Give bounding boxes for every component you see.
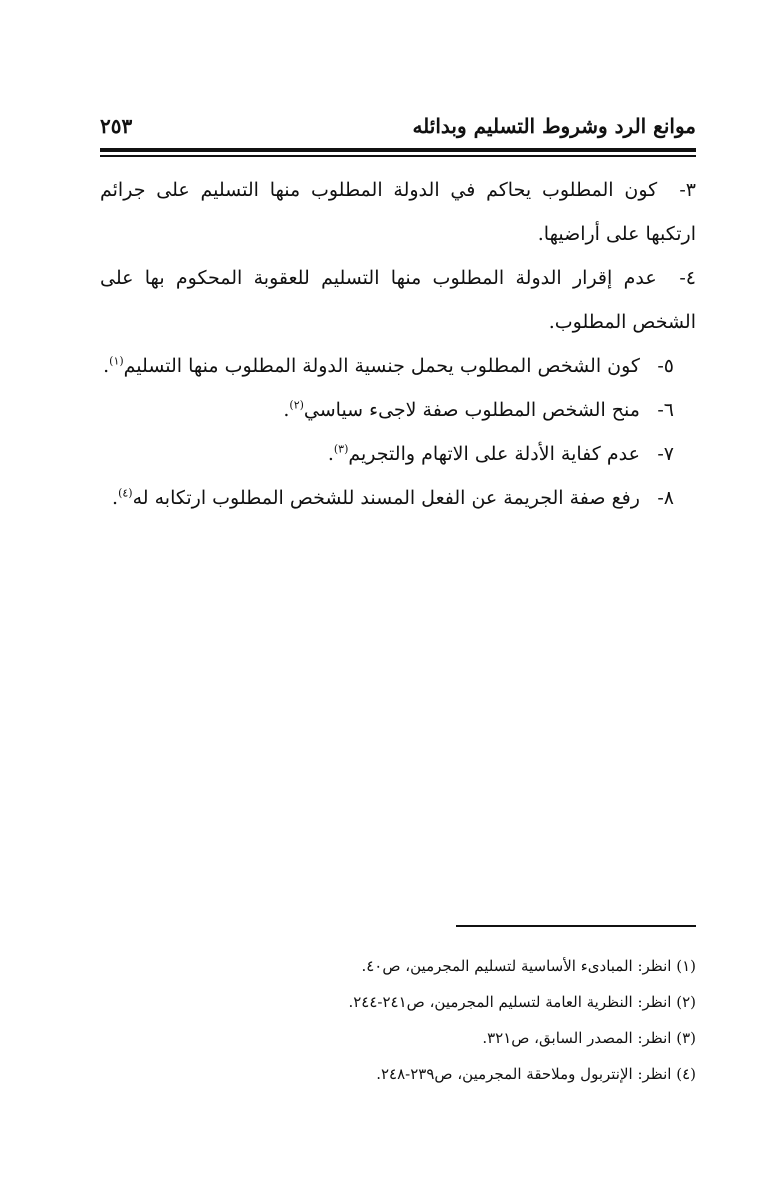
item-number: ٧- xyxy=(657,443,674,465)
item-end: . xyxy=(327,443,334,465)
footnote-ref: (٢) xyxy=(289,398,304,412)
footnote-separator xyxy=(456,925,696,927)
footnote-ref: (١) xyxy=(109,354,124,368)
item-text: كون المطلوب يحاكم في الدولة المطلوب منها التسليم على جرائم ارتكبها على أراضيها. xyxy=(100,179,696,245)
item-text: عدم كفاية الأدلة على الاتهام والتجريم xyxy=(348,443,640,465)
footnote: (٢) انظر: النظرية العامة لتسليم المجرمين، ص٢٤١-٢٤٤. xyxy=(348,993,696,1011)
list-item xyxy=(100,168,696,256)
footnote: (٣) انظر: المصدر السابق، ص٣٢١. xyxy=(482,1029,696,1047)
item-text: كون الشخص المطلوب يحمل جنسية الدولة المطلوب منها التسليم xyxy=(123,355,640,377)
list-item xyxy=(100,344,674,388)
item-number: ٦- xyxy=(657,399,674,421)
header-rule-thick xyxy=(100,148,696,152)
footnote-ref: (٣) xyxy=(333,442,349,456)
item-number: ٣- xyxy=(679,179,697,201)
item-end: . xyxy=(103,355,110,377)
footnotes xyxy=(100,948,696,1092)
item-number: ٥- xyxy=(657,355,674,377)
page-number: ٢٥٣ xyxy=(100,114,133,138)
list-item xyxy=(100,476,674,520)
footnote: (٤) انظر: الإنتربول وملاحقة المجرمين، ص٢٣٩-٢٤٨. xyxy=(376,1065,696,1083)
item-text: منح الشخص المطلوب صفة لاجىء سياسي xyxy=(303,399,640,421)
list-item xyxy=(100,256,696,344)
main-text xyxy=(100,168,696,520)
item-number: ٤- xyxy=(679,267,696,289)
running-header xyxy=(100,112,696,148)
footnote-ref: (٤) xyxy=(118,486,133,500)
list-item xyxy=(100,388,674,432)
item-text: رفع صفة الجريمة عن الفعل المسند للشخص المطلوب ارتكابه له xyxy=(132,487,640,509)
item-end: . xyxy=(112,487,119,509)
item-end: . xyxy=(283,399,290,421)
item-number: ٨- xyxy=(657,487,674,509)
item-text: عدم إقرار الدولة المطلوب منها التسليم للعقوبة المحكوم بها على الشخص المطلوب. xyxy=(100,267,696,333)
footnote: (١) انظر: المبادىء الأساسية لتسليم المجرمين، ص٤٠. xyxy=(361,957,696,975)
list-item xyxy=(100,432,674,476)
chapter-title: موانع الرد وشروط التسليم وبدائله xyxy=(412,114,696,138)
header-rule-thin xyxy=(100,155,696,157)
